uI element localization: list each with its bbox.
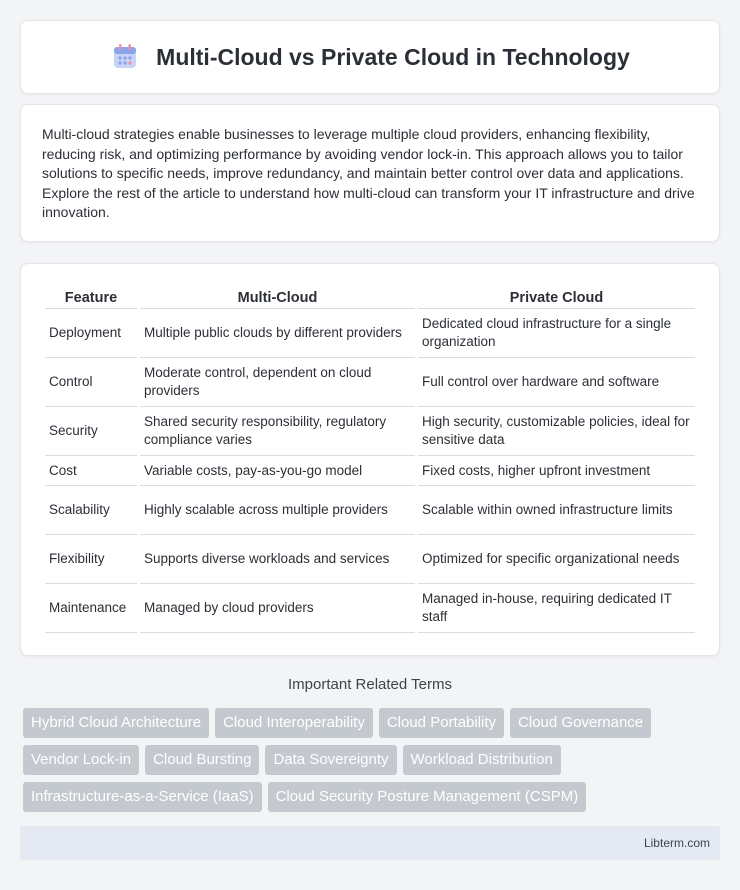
table-cell: Managed in-house, requiring dedicated IT staff (418, 584, 695, 633)
comparison-table (42, 284, 698, 633)
related-term-tag[interactable]: Hybrid Cloud Architecture (23, 708, 209, 738)
related-term-tag[interactable]: Cloud Governance (510, 708, 651, 738)
table-cell: Scalable within owned infrastructure limits (418, 486, 695, 535)
table-row (45, 309, 695, 358)
table-cell: Deployment (45, 309, 137, 358)
table-cell: Dedicated cloud infrastructure for a single organization (418, 309, 695, 358)
related-terms-title: Important Related Terms (288, 676, 452, 693)
table-cell: Managed by cloud providers (140, 584, 415, 633)
table-row (45, 486, 695, 535)
table-cell: Security (45, 407, 137, 456)
intro-text: Multi-cloud strategies enable businesses to leverage multiple cloud providers, enhancing flexibility, reducing risk, and optimizing performance by avoiding vendor lock-in. This approach allows you to tailor solutions to specific needs, improve redundancy, and maintain better control over data and applications. Explore the rest of the article to understand how multi-cloud can transform your IT infrastructure and drive innovation. (42, 126, 695, 220)
page-title: Multi-Cloud vs Private Cloud in Technology (156, 43, 630, 70)
column-header-private-cloud: Private Cloud (418, 284, 695, 309)
table-cell: Maintenance (45, 584, 137, 633)
table-row (45, 358, 695, 407)
table-cell: Fixed costs, higher upfront investment (418, 456, 695, 486)
table-cell: Control (45, 358, 137, 407)
table-header-row (45, 284, 695, 309)
table-cell: High security, customizable policies, ideal for sensitive data (418, 407, 695, 456)
table-cell: Variable costs, pay-as-you-go model (140, 456, 415, 486)
table-row (45, 584, 695, 633)
table-cell: Cost (45, 456, 137, 486)
table-cell: Highly scalable across multiple providers (140, 486, 415, 535)
table-cell: Flexibility (45, 535, 137, 584)
table-row (45, 535, 695, 584)
footer (20, 826, 720, 860)
related-term-tag[interactable]: Workload Distribution (403, 745, 561, 775)
header-card (20, 20, 720, 94)
related-term-tag[interactable]: Cloud Bursting (145, 745, 259, 775)
column-header-feature: Feature (45, 284, 137, 309)
table-cell: Scalability (45, 486, 137, 535)
intro-card (20, 104, 720, 242)
related-term-tag[interactable]: Cloud Security Posture Management (CSPM) (268, 782, 587, 812)
table-cell: Shared security responsibility, regulatory compliance varies (140, 407, 415, 456)
table-cell: Full control over hardware and software (418, 358, 695, 407)
table-row (45, 407, 695, 456)
related-term-tag[interactable]: Cloud Portability (379, 708, 504, 738)
related-term-tag[interactable]: Infrastructure-as-a-Service (IaaS) (23, 782, 262, 812)
calendar-icon (110, 42, 140, 72)
related-term-tag[interactable]: Data Sovereignty (265, 745, 396, 775)
table-cell: Multiple public clouds by different providers (140, 309, 415, 358)
related-term-tag[interactable]: Vendor Lock-in (23, 745, 139, 775)
table-row (45, 456, 695, 486)
table-cell: Optimized for specific organizational needs (418, 535, 695, 584)
footer-site-link[interactable]: Libterm.com (643, 836, 710, 850)
related-terms-list (23, 708, 723, 812)
table-cell: Supports diverse workloads and services (140, 535, 415, 584)
related-term-tag[interactable]: Cloud Interoperability (215, 708, 373, 738)
table-cell: Moderate control, dependent on cloud providers (140, 358, 415, 407)
column-header-multi-cloud: Multi-Cloud (140, 284, 415, 309)
comparison-table-card (20, 263, 720, 656)
